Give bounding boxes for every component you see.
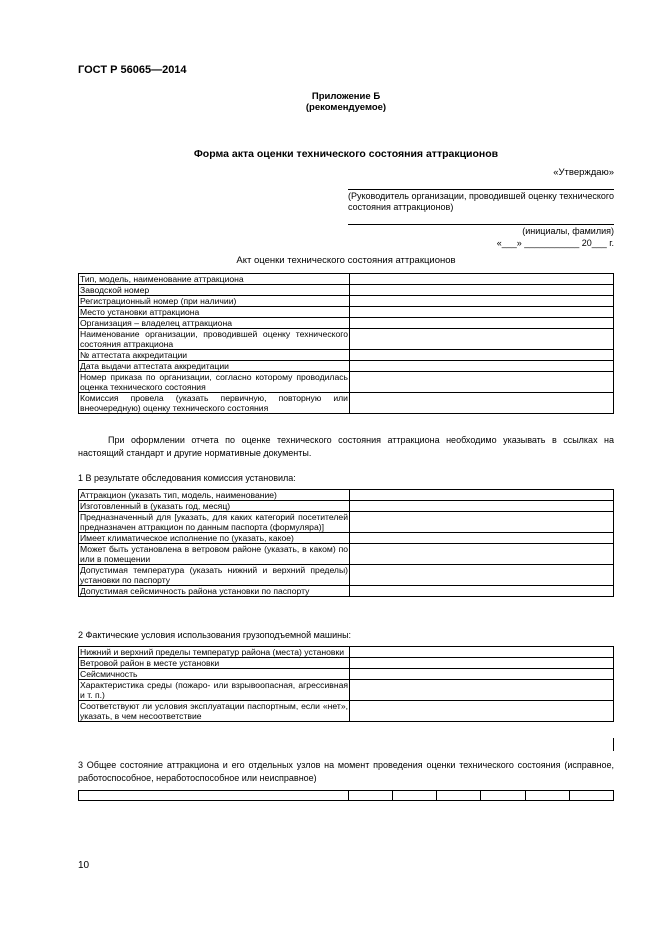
row-label: Нижний и верхний пределы температур района (места) установки	[79, 647, 350, 658]
state-table	[78, 790, 614, 801]
table-row	[79, 544, 614, 565]
row-label: Заводской номер	[79, 285, 350, 296]
approve-label: «Утверждаю»	[553, 167, 614, 178]
table-row	[79, 350, 614, 361]
row-label: Номер приказа по организации, согласно которому проводилась оценка технического состояния	[80, 372, 348, 392]
state-cell[interactable]	[79, 791, 349, 801]
value-cell[interactable]	[350, 658, 614, 669]
table-row	[79, 647, 614, 658]
value-cell[interactable]	[350, 565, 614, 586]
row-label: Соответствуют ли условия эксплуатации паспортным, если «нет», указать, в чем несоответствие	[80, 701, 348, 721]
state-cell[interactable]	[349, 791, 393, 801]
value-cell[interactable]	[350, 501, 614, 512]
row-label: Характеристика среды (пожаро- или взрывоопасная, агрессивная и т. п.)	[80, 680, 348, 700]
row-label: Аттракцион (указать тип, модель, наименование)	[79, 490, 350, 501]
row-label: Предназначенный для [указать, для каких категорий посетителей предназначен аттракцион по данным паспорта (формуляра)]	[80, 512, 348, 532]
table-row	[79, 680, 614, 701]
table-row	[79, 533, 614, 544]
row-label: Ветровой район в месте установки	[79, 658, 350, 669]
value-cell[interactable]	[350, 393, 614, 414]
section-2-heading: 2 Фактические условия использования грузоподъемной машины:	[78, 630, 352, 640]
date-line: «___» ___________ 20___ г.	[496, 238, 614, 248]
table-row	[79, 501, 614, 512]
value-cell[interactable]	[350, 318, 614, 329]
initials-line	[348, 224, 614, 225]
table-row	[79, 565, 614, 586]
value-cell[interactable]	[350, 544, 614, 565]
head-of-organization-caption: (Руководитель организации, проводившей оценку технического состояния аттракционов)	[348, 191, 614, 212]
value-cell[interactable]	[350, 512, 614, 533]
value-cell[interactable]	[350, 669, 614, 680]
row-label: № аттестата аккредитации	[79, 350, 350, 361]
state-cell[interactable]	[569, 791, 613, 801]
note-paragraph: При оформлении отчета по оценке технического состояния аттракциона необходимо указывать в ссылках на настоящий стандарт и другие нормативные документы.	[78, 435, 614, 458]
value-cell[interactable]	[350, 372, 614, 393]
value-cell[interactable]	[350, 647, 614, 658]
appendix-subtitle: (рекомендуемое)	[305, 102, 387, 113]
actual-conditions-table	[78, 646, 614, 722]
state-cell[interactable]	[481, 791, 525, 801]
table-row	[79, 285, 614, 296]
row-label: Организация – владелец аттракциона	[79, 318, 350, 329]
table-row	[79, 512, 614, 533]
page-number: 10	[78, 860, 90, 871]
table-row	[79, 658, 614, 669]
row-label: Имеет климатическое исполнение по (указать, какое)	[79, 533, 350, 544]
value-cell[interactable]	[350, 586, 614, 597]
row-label: Допустимая сейсмичность района установки по паспорту	[79, 586, 350, 597]
value-cell[interactable]	[350, 490, 614, 501]
state-cell[interactable]	[525, 791, 569, 801]
table-row	[79, 318, 614, 329]
table-row	[79, 307, 614, 318]
row-label: Может быть установлена в ветровом районе (указать, в каком) по или в помещении	[80, 544, 348, 564]
value-cell[interactable]	[350, 350, 614, 361]
value-cell[interactable]	[350, 680, 614, 701]
row-label: Комиссия провела (указать первичную, повторную или внеочередную) оценку технического состояния	[80, 393, 348, 413]
table-row	[79, 586, 614, 597]
table-border-tick	[613, 738, 614, 751]
table-row	[79, 296, 614, 307]
value-cell[interactable]	[350, 296, 614, 307]
section-1-heading: 1 В результате обследования комиссия установила:	[78, 473, 296, 483]
act-title: Акт оценки технического состояния аттракционов	[236, 255, 456, 266]
row-label: Изготовленный в (указать год, месяц)	[79, 501, 350, 512]
signature-line	[348, 189, 614, 190]
row-label: Дата выдачи аттестата аккредитации	[79, 361, 350, 372]
table-row	[79, 329, 614, 350]
standard-number: ГОСТ Р 56065—2014	[78, 64, 187, 76]
value-cell[interactable]	[350, 307, 614, 318]
initials-caption: (инициалы, фамилия)	[522, 226, 614, 236]
value-cell[interactable]	[350, 533, 614, 544]
table-row	[79, 669, 614, 680]
row-label: Сейсмичность	[79, 669, 350, 680]
row-label: Наименование организации, проводившей оценку технического состояния аттракциона	[80, 329, 348, 349]
appendix-title: Приложение Б	[311, 91, 381, 102]
row-label: Место установки аттракциона	[79, 307, 350, 318]
act-info-table	[78, 273, 614, 414]
table-row	[79, 274, 614, 285]
table-row	[79, 372, 614, 393]
table-row	[79, 701, 614, 722]
table-row	[79, 490, 614, 501]
value-cell[interactable]	[350, 701, 614, 722]
row-label: Тип, модель, наименование аттракциона	[79, 274, 350, 285]
value-cell[interactable]	[350, 329, 614, 350]
value-cell[interactable]	[350, 285, 614, 296]
table-row	[79, 361, 614, 372]
table-row	[79, 393, 614, 414]
row-label: Допустимая температура (указать нижний и верхний пределы) установки по паспорту	[80, 565, 348, 585]
state-cell[interactable]	[393, 791, 437, 801]
findings-table	[78, 489, 614, 597]
value-cell[interactable]	[350, 274, 614, 285]
form-title: Форма акта оценки технического состояния аттракционов	[193, 148, 499, 160]
section-3-heading: 3 Общее состояние аттракциона и его отдельных узлов на момент проведения оценки технического состояния (исправное, работоспособное, неработоспособное или неисправное)	[78, 760, 614, 783]
row-label: Регистрационный номер (при наличии)	[79, 296, 350, 307]
value-cell[interactable]	[350, 361, 614, 372]
table-row	[79, 791, 614, 801]
state-cell[interactable]	[437, 791, 481, 801]
